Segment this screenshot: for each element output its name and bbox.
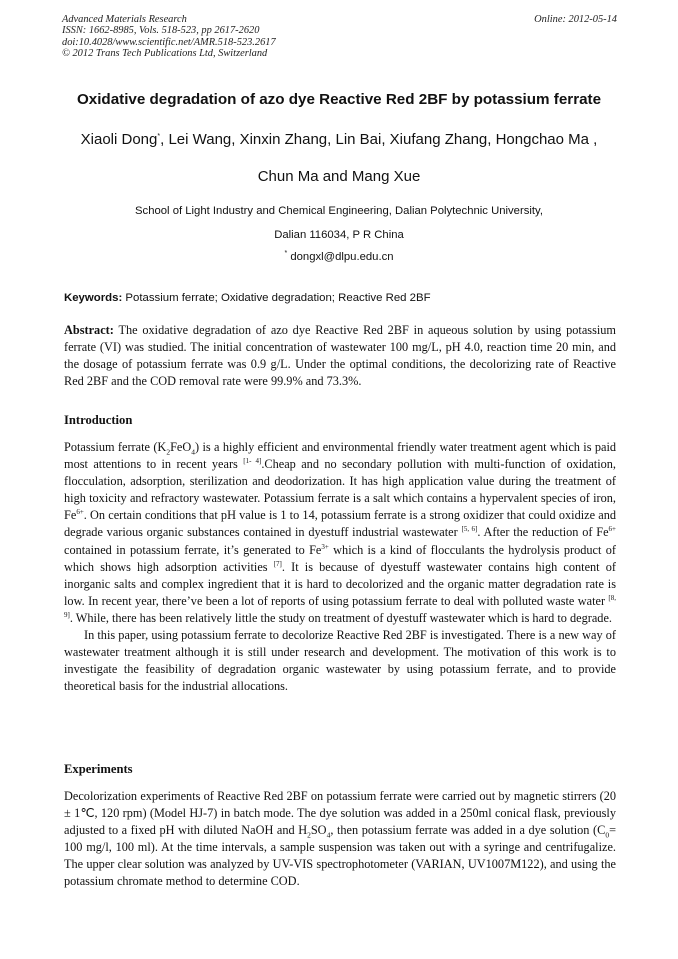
text-run: . On certain conditions that pH value is 1 to 14, potassium ferrate is a strong oxidizer that could oxidize and degrade various organic substances contained in dyestuff industrial wastewater [64, 508, 616, 540]
affiliation-line-2: Dalian 116034, P R China [274, 229, 404, 241]
online-date: Online: 2012-05-14 [534, 14, 617, 25]
journal-header [62, 14, 617, 59]
copyright-line: © 2012 Trans Tech Publications Ltd, Switzerland [62, 47, 268, 59]
text-run: contained in potassium ferrate, it’s generated to Fe [64, 542, 322, 557]
introduction-heading: Introduction [64, 413, 133, 427]
subscript: 0 [605, 830, 610, 840]
intro-paragraph-1 [64, 439, 616, 627]
subscript: 4 [191, 447, 196, 457]
text-run: SO [310, 823, 327, 838]
text-run: . While, there has been relatively little the study on treatment of dyestuff wastewater which is hard to degrade. [69, 610, 612, 625]
citation: [8, 9] [64, 593, 616, 619]
text-run: . After the reduction of Fe [477, 525, 609, 540]
subscript: 4 [326, 830, 331, 840]
authors-line-1 [30, 131, 648, 148]
subscript: 2 [307, 830, 311, 840]
paper-title: Oxidative degradation of azo dye Reactive Red 2BF by potassium ferrate [76, 91, 602, 108]
keywords [64, 292, 616, 304]
introduction-body [64, 439, 616, 695]
email-line [30, 251, 648, 263]
citation: [1- 4] [243, 457, 262, 465]
text-run: which is a kind of flocculants the hydrolysis product of which shows high adsorption activities [64, 542, 616, 574]
issn-line: ISSN: 1662-8985, Vols. 518-523, pp 2617-2620 [62, 25, 260, 37]
affiliation-line-1: School of Light Industry and Chemical Engineering, Dalian Polytechnic University, [135, 205, 543, 217]
text-run: Decolorization experiments of Reactive Red 2BF on potassium ferrate were carried out by magnetic stirrers (20 ± 1℃, 120 rpm) (Model HJ-7) in batch mode. The dye solution was added in a 250ml conical flask, previously adjusted to a fixed pH with diluted NaOH and H [64, 789, 616, 838]
text-run: ) is a highly efficient and environmental friendly water treatment agent which is paid most attentions to in recent years [64, 440, 617, 472]
superscript: 6+ [608, 525, 616, 534]
superscript: 6+ [76, 508, 84, 517]
email-mark: * [284, 250, 288, 258]
text-run: Potassium ferrate (K [64, 440, 167, 454]
citation: [7] [273, 559, 282, 568]
abstract-label: Abstract: [64, 323, 114, 337]
text-run: = 100 mg/l, 100 ml). At the time intervals, a sample suspension was taken out with a syringe and centrifugalize. The upper clear solution was analyzed by UV-VIS spectrophotometer (VARIAN, UV1007M122), and using the potassium chromate method to determine COD. [64, 823, 616, 889]
experiments-body [64, 788, 616, 891]
author-first: Xiaoli Dong [80, 131, 158, 148]
citation: [5, 6] [461, 525, 478, 534]
superscript: 3+ [321, 542, 329, 551]
authors-rest: , Lei Wang, Xinxin Zhang, Lin Bai, Xiufang Zhang, Hongchao Ma , [160, 131, 598, 148]
keywords-text: Potassium ferrate; Oxidative degradation; Reactive Red 2BF [122, 292, 431, 304]
experiments-heading: Experiments [64, 762, 133, 776]
text-run: , then potassium ferrate was added in a dye solution (C [330, 823, 606, 838]
intro-paragraph-2: In this paper, using potassium ferrate to decolorize Reactive Red 2BF is investigated. There is a new way of wastewater treatment although it is still under research and development. The motivation of this work is to investigate the feasibility of degradation organic wastewater by using potassium ferrate, and to provide theoretical basis for the industrial allocations. [64, 628, 616, 694]
text-run: .Cheap and no secondary pollution with multi-function of oxidation, flocculation, adsorption, sterilization and deodorization. It has high application value during the treatment of high toxicity and refractory wastewater. Potassium ferrate is a salt which contains a hypervalent species of iron, Fe [64, 457, 616, 523]
doi-line: doi:10.4028/www.scientific.net/AMR.518-523.2617 [62, 36, 276, 48]
abstract [64, 322, 616, 390]
abstract-text: The oxidative degradation of azo dye Reactive Red 2BF in aqueous solution by using potassium ferrate (VI) was studied. The initial concentration of wastewater 100 mg/L, pH 4.0, reaction time 20 min, and the dosage of potassium ferrate was 0.9 g/L. Under the optimal conditions, the decolorizing rate of Reactive Red 2BF and the COD removal rate were 99.9% and 73.3%. [64, 323, 616, 389]
subscript: 2 [166, 447, 171, 457]
text-run: FeO [170, 440, 192, 454]
authors-line-2: Chun Ma and Mang Xue [257, 168, 421, 185]
email: dongxl@dlpu.edu.cn [287, 251, 394, 263]
corresponding-mark: * [157, 133, 161, 140]
text-run: . It is because of dyestuff wastewater contains high content of inorganic salts and complex ingredient that it is hard to decolorized and the organic matter degradation rate is low. In recent year, there’ve been a lot of reports of using potassium ferrate to deal with polluted waste water [64, 559, 616, 608]
journal-name: Advanced Materials Research [62, 14, 187, 25]
keywords-label: Keywords: [64, 292, 123, 304]
